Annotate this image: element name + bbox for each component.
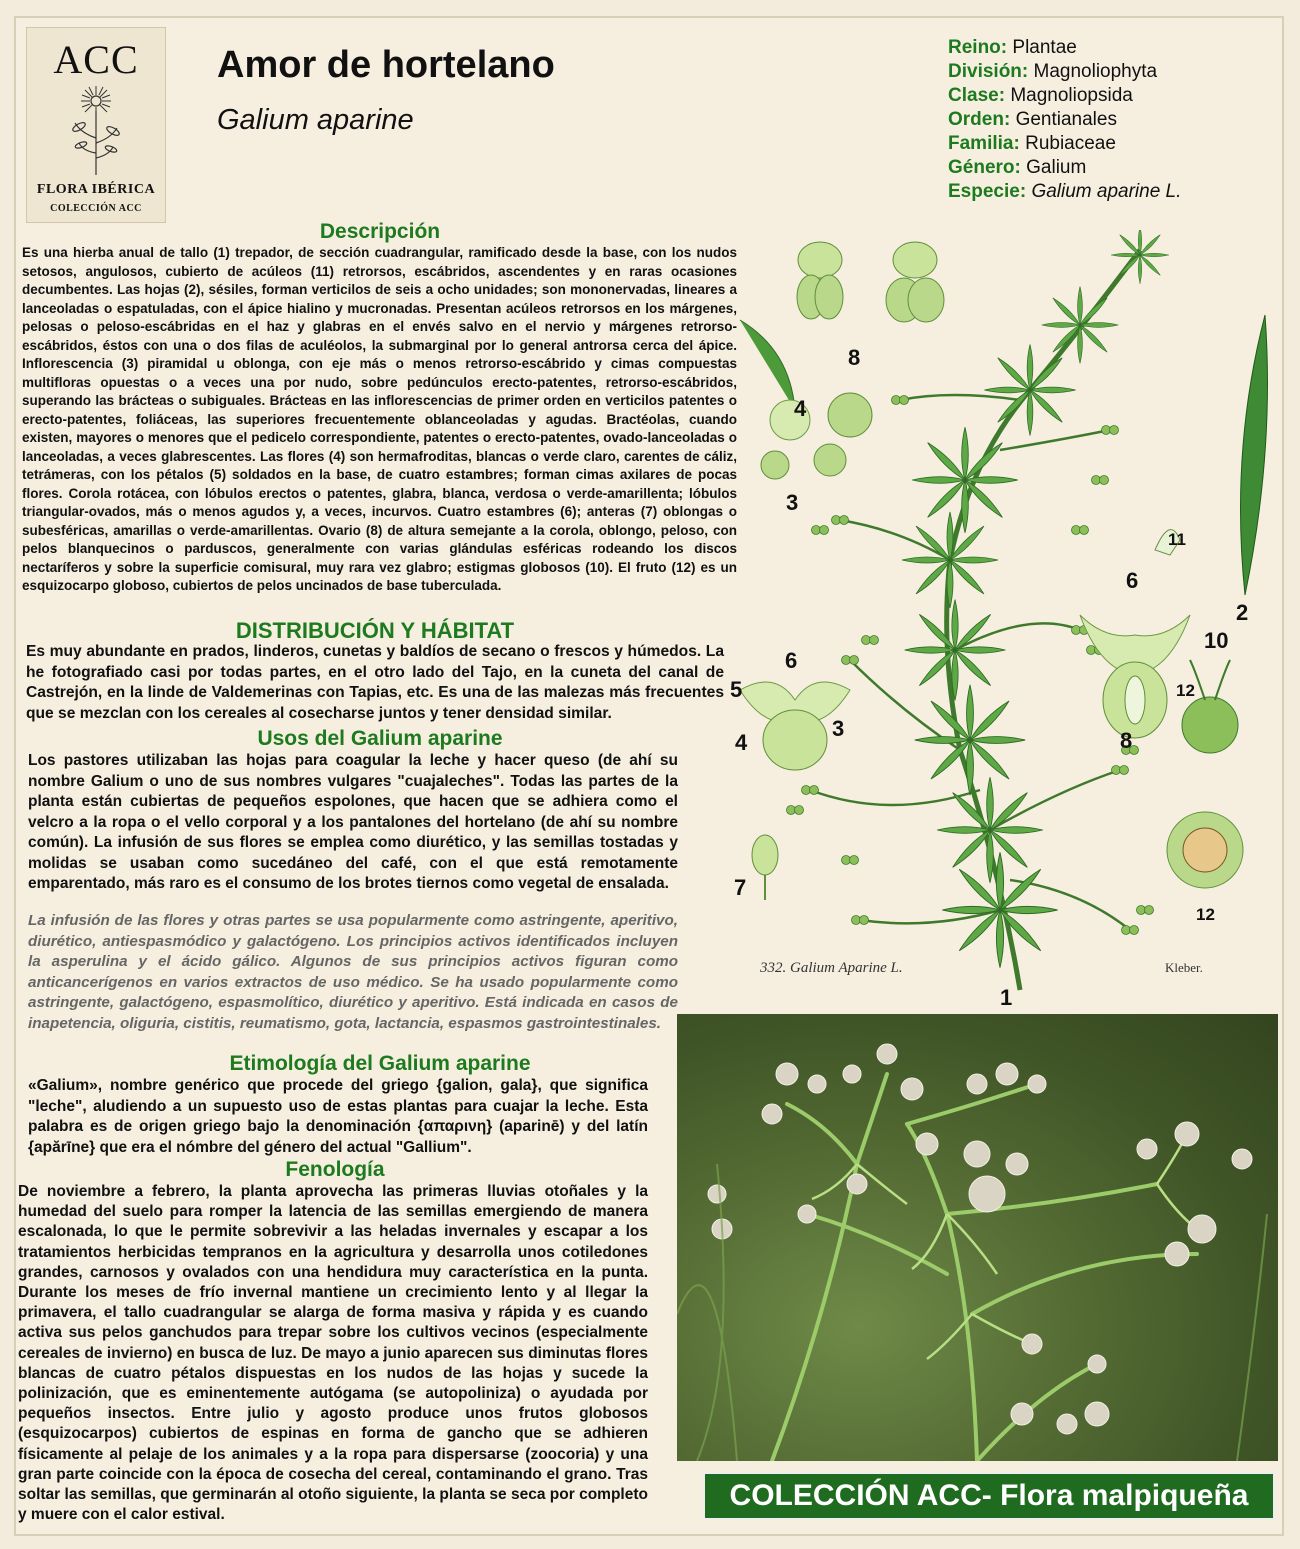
- illustration-label: 5: [730, 677, 743, 702]
- illustration-label: 6: [785, 648, 798, 673]
- taxonomy-row-reino: Reino: Plantae: [948, 37, 1077, 58]
- illustration-signature: Kleber.: [1165, 960, 1203, 975]
- usos-text-grey: La infusión de las flores y otras partes se usa popularmente como astringente, aperitivo, diurético, antiespasmódico y galactógeno. Los principios activos identificados incluyen la asperulina y el ácido gálico. Algunos de sus principios activos figuran como anticancerígenos en varios extractos de uso médico. Se ha usado popularmente como astringente, galactógeno, espasmolítico, diurético y aperitivo. Está indicada en casos de inapetencia, oliguria, cistitis, reumatismo, gota, lactancia, espasmos gastrointestinales.: [28, 912, 678, 1032]
- heading-etimologia: Etimología del Galium aparine: [229, 1052, 531, 1075]
- taxonomy-row-familia: Familia: Rubiaceae: [948, 133, 1116, 154]
- heading-usos: Usos del Galium aparine: [257, 727, 503, 750]
- logo-acc: ACC: [53, 37, 139, 82]
- heading-fenologia: Fenología: [285, 1158, 385, 1181]
- taxonomy-row-orden: Orden: Gentianales: [948, 109, 1117, 130]
- plant-photo: [677, 1014, 1278, 1461]
- taxonomy-key: Especie: [948, 181, 1020, 202]
- illustration-label: 3: [832, 716, 845, 741]
- illustration-caption: 332. Galium Aparine L.: [760, 960, 903, 976]
- etimologia-text: «Galium», nombre genérico que procede del griego {galion, gala}, que significa "leche", aludiendo a un supuesto uso de estas plantas para cuajar la leche. Esta palabra es de origen griego bajo la denominación {απαρινη} (aparinē) y del latín {apărīne} que era el nómbre del género del actual "Gallium".: [28, 1077, 648, 1156]
- illustration-label: 8: [848, 345, 861, 370]
- page-title: Amor de hortelano: [217, 44, 555, 86]
- taxonomy-row-division: División: Magnoliophyta: [948, 61, 1158, 82]
- taxonomy-key: Orden: [948, 109, 1004, 130]
- taxonomy-value: Magnoliophyta: [1033, 61, 1158, 82]
- flower-logo-icon: [61, 83, 131, 178]
- distribucion-text: Es muy abundante en prados, linderos, cunetas y baldíos de secano o frescos y húmedos. La he fotografiado casi por todas partes, en el otro lado del Tajo, en la cuneta del canal de Castrejón, en la linde de Valdemerinas con Tapias, etc. Es una de las malezas más frecuentes que se mezclan con los cereales al cosecharse juntos y tener densidad similar.: [26, 643, 724, 722]
- heading-descripcion: Descripción: [319, 220, 441, 243]
- descripcion-text: Es una hierba anual de tallo (1) trepador, de sección cuadrangular, ramificado desde la base, con los nudos setosos, angulosos, cubierto de acúleos (11) retrorsos, escábridos, ascendentes y en raras ocasiones decumbentes. Las hojas (2), sésiles, forman verticilos de seis a ocho unidades; son mononervadas, lineares a lanceoladas o espatuladas, con el ápice hialino y mucronadas. Presentan acúleos retrorsos en los márgenes, pelosas o peloso-escábridas en el haz y glabras en el envés salvo en el nervio y márgenes retrorso-escábridos, éstos con una o dos filas de aculéolos, la submarginal por lo general antrorsa cerca del ápice. Inflorescencia (3) piramidal u oblonga, con eje más o menos retrorso-escábrido y cimas compuestas multifloras opuestas o a veces una por nudo, sobre pedúnculos erecto-patentes, retrorso-escábridos, superando las brácteas o subiguales. Brácteas en las inflorescencias de primer orden en verticilos patentes o erecto-patentes, foliáceas, las superiores frecuentemente oblanceoladas y agudas. Bractéolas, cuando existen, mayores o menores que el pedicelo correspondiente, patentes o erecto-patentes, ovado-lanceoladas o lanceoladas, a veces glabrescentes. Las flores (4) son hermafroditas, blancas o verde claro, carentes de cáliz, tetrámeras, con los pétalos (5) soldados en la base, de cuatro estambres; forman cimas axilares de pocas flores. Corola rotácea, con lóbulos erectos o patentes, glabra, blanca, verdosa o verde-amarillenta; lóbulos triangular-ovados, más o menos agudos y, a veces, incurvos. Cuatro estambres (6); anteras (7) oblongas o subesféricas, amarillas o verde-amarillentas. Ovario (8) de altura semejante a la corola, oblongo, peloso, con pelos blanquecinos o parduscos, generalmente con varias glándulas esféricas rodeando los discos nectaríferos y sobre la superficie comisural, muy rara vez glabro; estigmas globosos (10). El fruto (12) es un esquizocarpo globoso, cubiertos de pelos uncinados de base tuberculada.: [22, 245, 737, 593]
- illustration-label: 4: [735, 730, 748, 755]
- usos-text: Los pastores utilizaban las hojas para coagular la leche y hacer queso (de ahí su nombre Galium o uno de sus nombres vulgares "cuajaleches". Todas las partes de la planta están cubiertas de pequeños espolones, que hacen que se adhiera como el velcro a la ropa o el vello corporal y a los pantalones del hortelano (de ahí su nombre común). La infusión de sus flores se emplea como diurético, y las semillas tostadas y molidas se usaban como sucedáneo del café, con el que está remotamente emparentado, más raro es el consumo de los brotes tiernos como vegetal de ensalada.: [28, 752, 678, 892]
- heading-distribucion: DISTRIBUCIÓN Y HÁBITAT: [235, 618, 515, 643]
- logo-line1: FLORA IBÉRICA: [36, 182, 156, 197]
- taxonomy-list: [948, 36, 1181, 204]
- illustration-label: 10: [1204, 628, 1229, 653]
- taxonomy-value: Magnoliopsida: [1010, 85, 1133, 106]
- taxonomy-key: División: [948, 61, 1022, 82]
- taxonomy-key: Género: [948, 157, 1015, 178]
- illustration-label: 6: [1126, 568, 1139, 593]
- taxonomy-key: Clase: [948, 85, 999, 106]
- taxonomy-row-genero: Género: Galium: [948, 157, 1087, 178]
- taxonomy-value: Rubiaceae: [1025, 133, 1116, 154]
- taxonomy-value: Galium aparine L.: [1031, 181, 1182, 202]
- taxonomy-value: Plantae: [1012, 37, 1077, 58]
- taxonomy-key: Familia: [948, 133, 1014, 154]
- illustration-label: 12: [1176, 681, 1195, 700]
- illustration-label: 12: [1196, 905, 1215, 924]
- collection-banner: COLECCIÓN ACC- Flora malpiqueña: [703, 1472, 1275, 1520]
- illustration-label: 2: [1236, 600, 1249, 625]
- taxonomy-value: Galium: [1026, 157, 1087, 178]
- taxonomy-key: Reino: [948, 37, 1001, 58]
- logo-line2: COLECCIÓN ACC: [50, 203, 142, 214]
- illustration-label: 3: [786, 490, 799, 515]
- taxonomy-value: Gentianales: [1015, 109, 1117, 130]
- taxonomy-row-clase: Clase: Magnoliopsida: [948, 85, 1133, 106]
- illustration-label: 4: [794, 396, 807, 421]
- botanical-illustration: [700, 230, 1285, 1020]
- illustration-label: 11: [1168, 530, 1186, 549]
- taxonomy-row-especie: Especie: Galium aparine L.: [948, 181, 1182, 202]
- illustration-label: 8: [1120, 728, 1133, 753]
- logo: [26, 27, 166, 223]
- illustration-label: 1: [1000, 985, 1013, 1010]
- fenologia-text: De noviembre a febrero, la planta aprovecha las primeras lluvias otoñales y la humedad del suelo para romper la latencia de las semillas emergiendo de manera escalonada, lo que le permite sobrevivir a las heladas invernales y escapar a los tratamientos herbicidas tempranos en la agricultura y desarrolla unos cotiledones grandes, carnosos y ovalados con una hendidura muy característica en la punta. Durante los meses de frío invernal mantiene un crecimiento lento y al llegar la primavera, el tallo cuadrangular se alarga de forma masiva y rápida y es cuando activa sus pelos ganchudos para trepar sobre los cultivos vecinos (especialmente cereales de invierno) en busca de luz. De mayo a junio aparecen sus diminutas flores blancas de cuatro pétalos dispuestas en los nudos de las hojas y sucede la polinización, que es eminentemente autógama (se autopoliniza) o ayudada por pequeños insectos. Entre julio y agosto produce unos frutos globosos (esquizocarpos) cubiertos de espinas en forma de gancho que se adhieren físicamente al pelaje de los animales y a la ropa para dispersarse (zoocoria) y una gran parte coincide con la época de cosecha del cereal, contaminando el grano. Tras soltar las semillas, que germinarán al otoño siguiente, la planta se seca por completo y muere con el calor estival.: [18, 1183, 648, 1524]
- illustration-label: 7: [734, 875, 747, 900]
- scientific-name: Galium aparine: [217, 104, 414, 136]
